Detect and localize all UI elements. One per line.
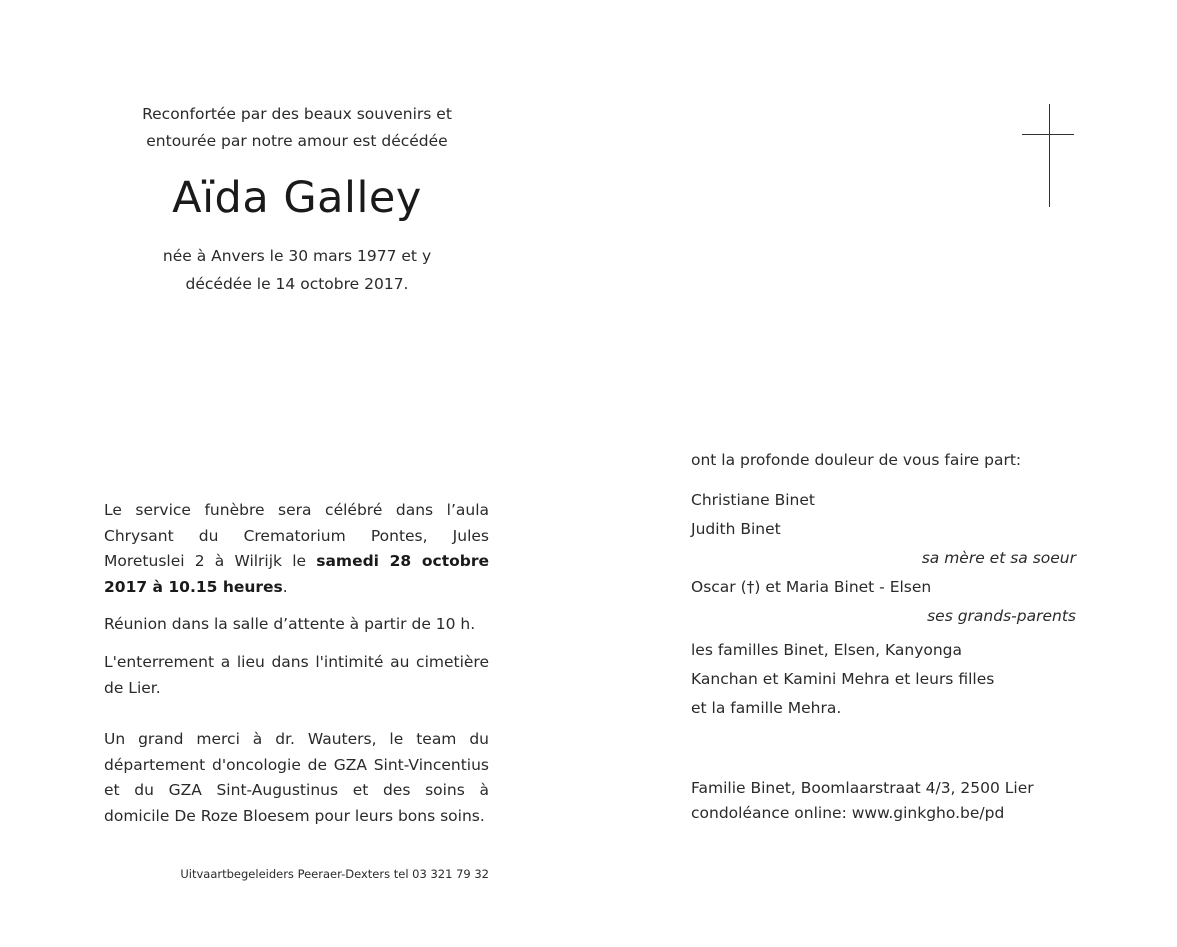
mourner-mother: Christiane Binet bbox=[691, 491, 815, 509]
relation-mother-sister: sa mère et sa soeur bbox=[921, 549, 1076, 567]
cross-horizontal-bar bbox=[1022, 134, 1074, 135]
service-text-end: . bbox=[282, 577, 288, 596]
deceased-name: Aïda Galley bbox=[172, 173, 422, 223]
cross-vertical-bar bbox=[1049, 104, 1050, 207]
intro-line-2: entourée par notre amour est décédée bbox=[146, 132, 448, 150]
family-address: Familie Binet, Boomlaarstraat 4/3, 2500 Lier bbox=[691, 779, 1034, 797]
reunion-paragraph: Réunion dans la salle d’attente à partir de 10 h. bbox=[104, 615, 476, 633]
funeral-service-paragraph bbox=[104, 498, 489, 600]
mourner-sister: Judith Binet bbox=[691, 520, 781, 538]
families-line-1: les familles Binet, Elsen, Kanyonga bbox=[691, 641, 963, 659]
born-line: née à Anvers le 30 mars 1977 et y bbox=[162, 247, 432, 265]
condolence-online: condoléance online: www.ginkgho.be/pd bbox=[691, 804, 1005, 822]
families-line-2: Kanchan et Kamini Mehra et leurs filles bbox=[691, 670, 995, 688]
thanks-paragraph: Un grand merci à dr. Wauters, le team du département d'oncologie de GZA Sint-Vincentius et du GZA Sint-Augustinus et des soins à domicile De Roze Bloesem pour leurs bons soins. bbox=[104, 730, 489, 825]
burial-paragraph: L'enterrement a lieu dans l'intimité au cimetière de Lier. bbox=[104, 653, 489, 697]
undertaker-credit: Uitvaartbegeleiders Peeraer-Dexters tel 03 321 79 32 bbox=[180, 867, 489, 881]
service-text: Le service funèbre sera célébré dans l’aula Chrysant du Crematorium Pontes, Jules Moretuslei 2 à Wilrijk le bbox=[104, 501, 489, 570]
died-line: décédée le 14 octobre 2017. bbox=[185, 275, 409, 293]
families-line-3: et la famille Mehra. bbox=[691, 699, 842, 717]
birth-death-dates bbox=[110, 242, 484, 298]
service-date: samedi 28 octobre 2017 à 10.15 heures bbox=[104, 552, 490, 596]
intro-line-1: Reconfortée par des beaux souvenirs et bbox=[142, 105, 452, 123]
mourners-intro: ont la profonde douleur de vous faire part: bbox=[691, 451, 1022, 469]
relation-grandparents: ses grands-parents bbox=[927, 607, 1076, 625]
announcement-intro bbox=[110, 101, 484, 155]
mourner-grandparents: Oscar (†) et Maria Binet - Elsen bbox=[691, 578, 932, 596]
